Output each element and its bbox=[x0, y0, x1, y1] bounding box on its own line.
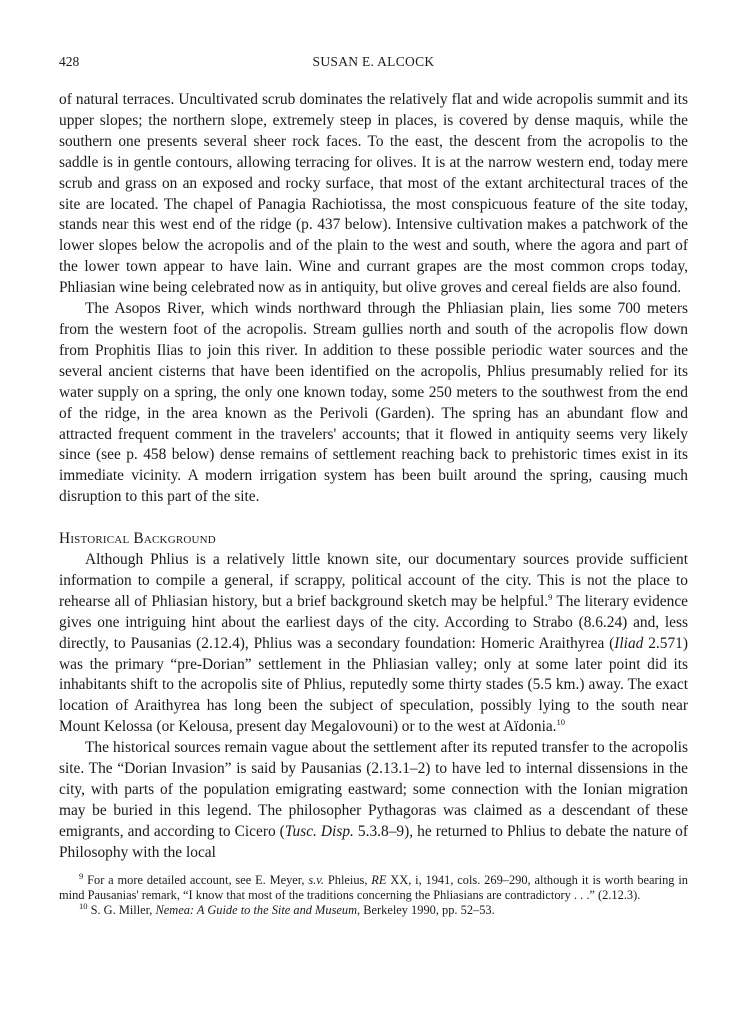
footnote-10-text-a: S. G. Miller, bbox=[87, 903, 156, 918]
footnote-ref-9[interactable]: 9 bbox=[548, 591, 553, 602]
footnote-9-mark: 9 bbox=[79, 870, 84, 881]
footnotes bbox=[59, 870, 688, 919]
tusc-disp-title: Tusc. Disp. bbox=[284, 822, 354, 840]
paragraph-4-text-b: 5.3.8–9), he returned to Phlius to debate the nature of Philosophy with the local bbox=[59, 822, 688, 861]
running-title: SUSAN E. ALCOCK bbox=[312, 54, 435, 69]
footnote-9-re: RE bbox=[371, 872, 387, 887]
page bbox=[59, 52, 688, 918]
footnote-9-text-b: Phleius, bbox=[324, 872, 372, 887]
iliad-title: Iliad bbox=[614, 634, 644, 652]
page-number: 428 bbox=[59, 54, 80, 69]
footnote-10-mark: 10 bbox=[79, 900, 88, 911]
paragraph-3-text-c: 2.571) was the primary “pre-Dorian” settlement in the Phliasian valley; only at some later point did its inhabitants shift to the acropolis site of Phlius, reputedly some thirty stades (5.5 km.) away. The exact location of Araithyrea has long been the subject of speculation, possibly lying to the south near Mount Kelossa (or Kelousa, present day Megalovouni) or to the west at Aïdonia. bbox=[59, 634, 688, 736]
footnote-10-book-title: Nemea: A Guide to the Site and Museum bbox=[155, 903, 358, 918]
footnote-9-text-a: For a more detailed account, see E. Meyer, bbox=[83, 872, 309, 887]
paragraph-3-text-a: Although Phlius is a relatively little known site, our documentary sources provide sufficient information to compile a general, if scrappy, political account of the city. This is not the place to rehearse all of Phliasian history, but a brief background sketch may be helpful. bbox=[59, 551, 688, 610]
footnote-10 bbox=[59, 900, 688, 918]
running-head bbox=[59, 52, 688, 72]
paragraph-4-text-a: The historical sources remain vague about the settlement after its reputed transfer to the acropolis site. The “Dorian Invasion” is said by Pausanias (2.13.1–2) to have led to internal dissensions in the city, with parts of the population emigrating eastward; some connection with the Ionian migration may be buried in this legend. The philosopher Pythagoras was claimed as a descendant of these emigrants, and according to Cicero ( bbox=[59, 739, 688, 840]
footnote-9-sv: s.v. bbox=[308, 872, 324, 887]
paragraph-3-text-b: The literary evidence gives one intriguing hint about the earliest days of the city. According to Strabo (8.6.24) and, less directly, to Pausanias (2.12.4), Phlius was a secondary foundation: Homeric Araithyrea ( bbox=[59, 592, 688, 652]
footnote-10-text-b: , Berkeley 1990, pp. 52–53. bbox=[357, 903, 495, 918]
section-heading: Historical Background bbox=[59, 530, 216, 548]
paragraph-2: The Asopos River, which winds northward through the Phliasian plain, lies some 700 meters from the western foot of the acropolis. Stream gullies north and south of the acropolis flow down from Prophitis Ilias to join this river. In addition to these possible periodic water sources and the several ancient cisterns that have been identified on the acropolis, Phlius presumably relied for its water supply on a spring, the only one known today, some 250 meters to the southwest from the end of the ridge, in the area known as the Perivoli (Garden). The spring has an abundant flow and attracted frequent comment in the travelers' accounts; that it flowed in antiquity seems very likely since (see p. 458 below) dense remains of settlement reaching back to prehistoric times exist in its immediate vicinity. A modern irrigation system has been built around the spring, causing much disruption to this part of the site. bbox=[59, 300, 688, 506]
paragraph-3 bbox=[59, 550, 688, 738]
footnote-ref-10[interactable]: 10 bbox=[556, 717, 566, 728]
paragraph-4 bbox=[59, 738, 688, 863]
footnote-9 bbox=[59, 870, 688, 903]
footnote-9-text-c: XX, i, 1941, cols. 269–290, although it is worth bearing in mind Pausanias' remark, “I know that most of the traditions concerning the Phliasians are contradictory . . .” (2.12.3). bbox=[59, 872, 688, 902]
paragraph-1: of natural terraces. Uncultivated scrub dominates the relatively flat and wide acropolis summit and its upper slopes; the northern slope, extremely steep in places, is covered by dense maquis, while the southern one presents several sheer rock faces. To the east, the descent from the acropolis to the saddle is in gentle contours, allowing terracing for olives. It is at the narrow western end, today mere scrub and grass on an exposed and rocky surface, that most of the extant architectural traces of the site are located. The chapel of Panagia Rachiotissa, the most conspicuous feature of the site today, stands near this west end of the ridge (p. 437 below). Intensive cultivation makes a patchwork of the lower slopes below the acropolis and of the plain to the west and south, where the agora and part of the lower town appear to have lain. Wine and currant grapes are the most common crops today, Phliasian wine being celebrated now as in antiquity, but olive groves and cereal fields are also found. bbox=[59, 91, 688, 297]
